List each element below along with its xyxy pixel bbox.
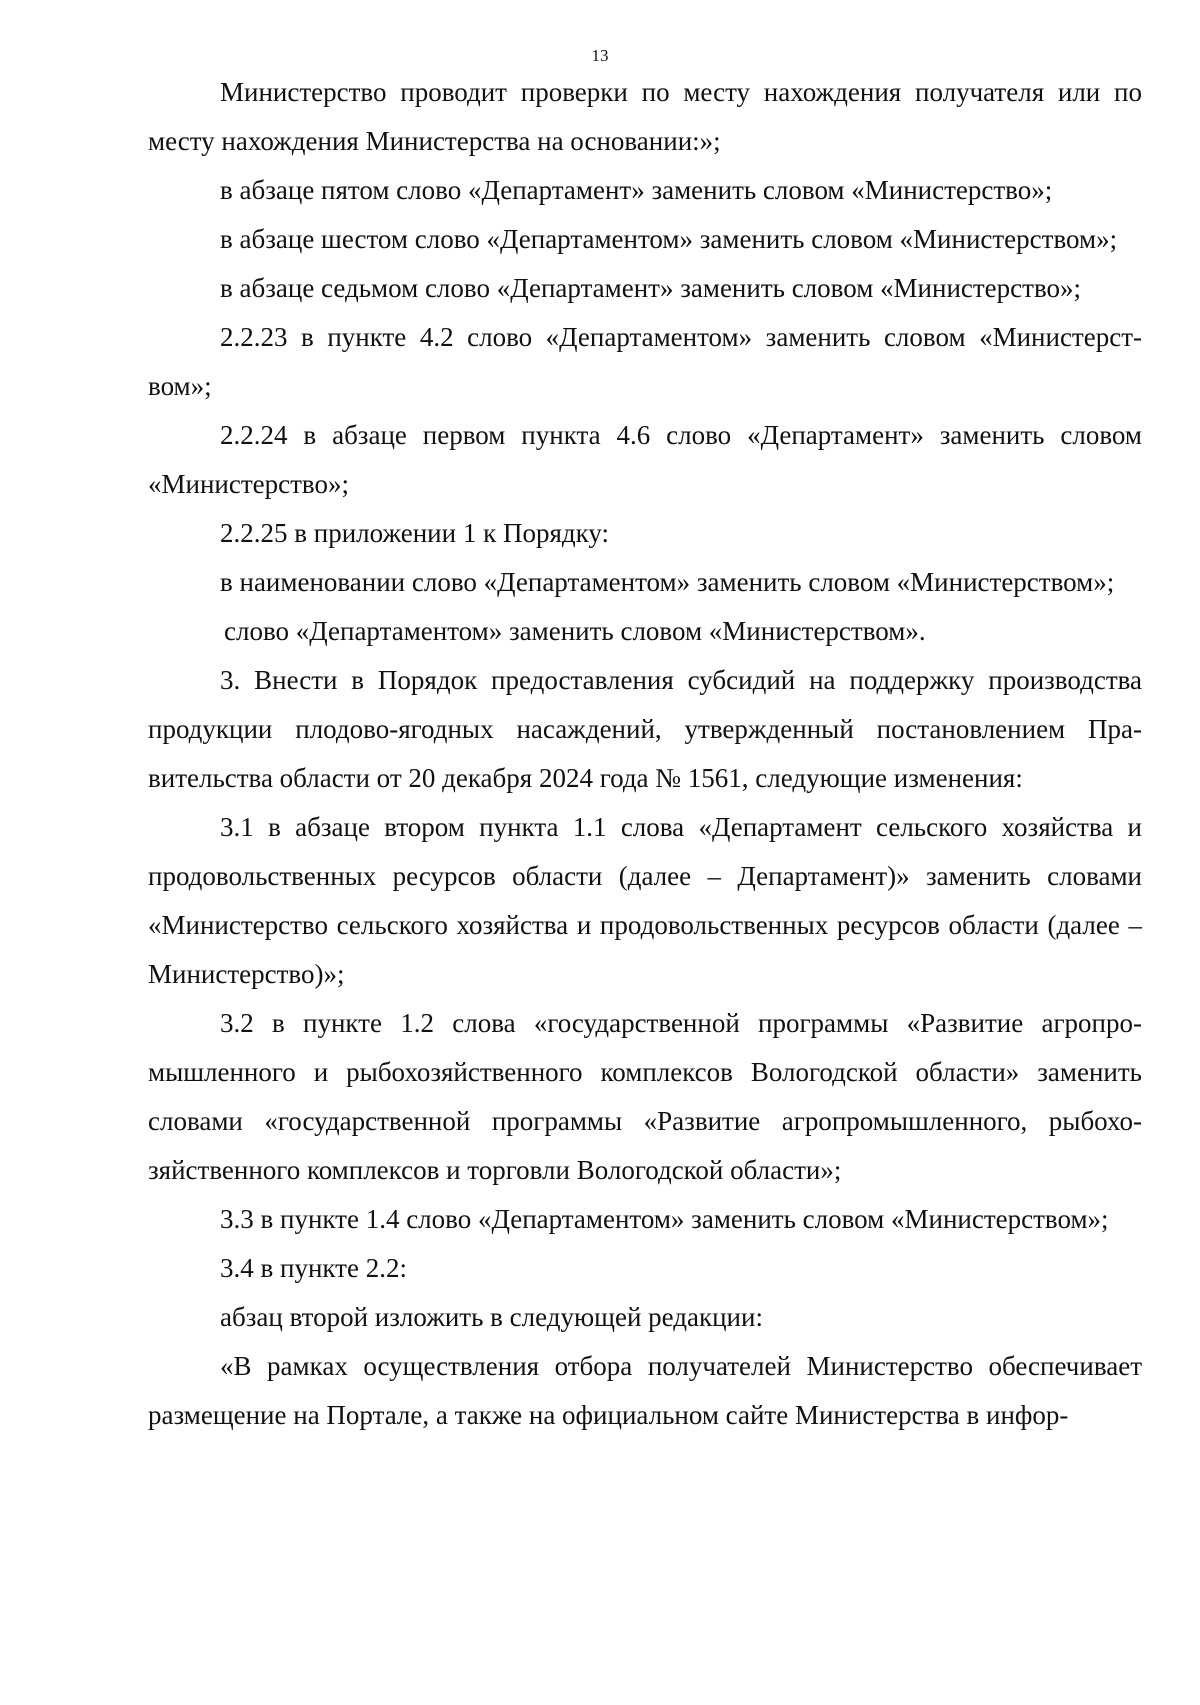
paragraph: в абзаце седьмом слово «Департамент» заменить словом «Министерство»; [220,273,1082,303]
paragraph: слово «Департаментом» заменить словом «Министерством». [224,616,926,646]
paragraph: 3.1 в абзаце втором пункта 1.1 слова «Департамент сельского хозяйства и продовольственных ресурсов области (далее – Департамент)» заменить словами «Министерство сельского хозяйства и продовольственных ресурсов области (далее – Министерство)»; [148,812,1142,989]
paragraph: абзац второй изложить в следующей редакции: [220,1302,763,1332]
paragraph: 2.2.24 в абзаце первом пункта 4.6 слово «Департамент» заменить словом «Министерство»; [148,420,1142,499]
paragraph: «В рамках осуществления отбора получателей Министерство обеспечивает размещение на Портале, а также на официальном сайте Министерства в инфор- [148,1351,1142,1430]
paragraph: 2.2.23 в пункте 4.2 слово «Департаментом» заменить словом «Министерством»; [148,322,1142,401]
document-body [148,68,1142,1440]
paragraph: Министерство проводит проверки по месту нахождения получателя или по месту нахождения Министерства на основании:»; [148,77,1142,156]
paragraph: 3.2 в пункте 1.2 слова «государственной программы «Развитие агропромышленного и рыбохозяйственного комплексов Вологодской области» заменить словами «государственной программы «Развитие агропромышленного, рыбохозяйственного комплексов и торговли Вологодской области»; [148,1008,1142,1185]
paragraph: в абзаце пятом слово «Департамент» заменить словом «Министерство»; [220,175,1053,205]
paragraph: 3.4 в пункте 2.2: [220,1253,407,1283]
paragraph: в абзаце шестом слово «Департаментом» заменить словом «Министерством»; [220,224,1118,254]
paragraph: в наименовании слово «Департаментом» заменить словом «Министерством»; [220,567,1115,597]
paragraph: 3. Внести в Порядок предоставления субсидий на поддержку производства продукции плодово-ягодных насаждений, утвержденный постановлением Правительства области от 20 декабря 2024 года № 1561, следующие изменения: [148,665,1142,793]
page-number: 13 [591,46,609,65]
paragraph: 2.2.25 в приложении 1 к Порядку: [220,518,609,548]
paragraph: 3.3 в пункте 1.4 слово «Департаментом» заменить словом «Министерством»; [220,1204,1109,1234]
